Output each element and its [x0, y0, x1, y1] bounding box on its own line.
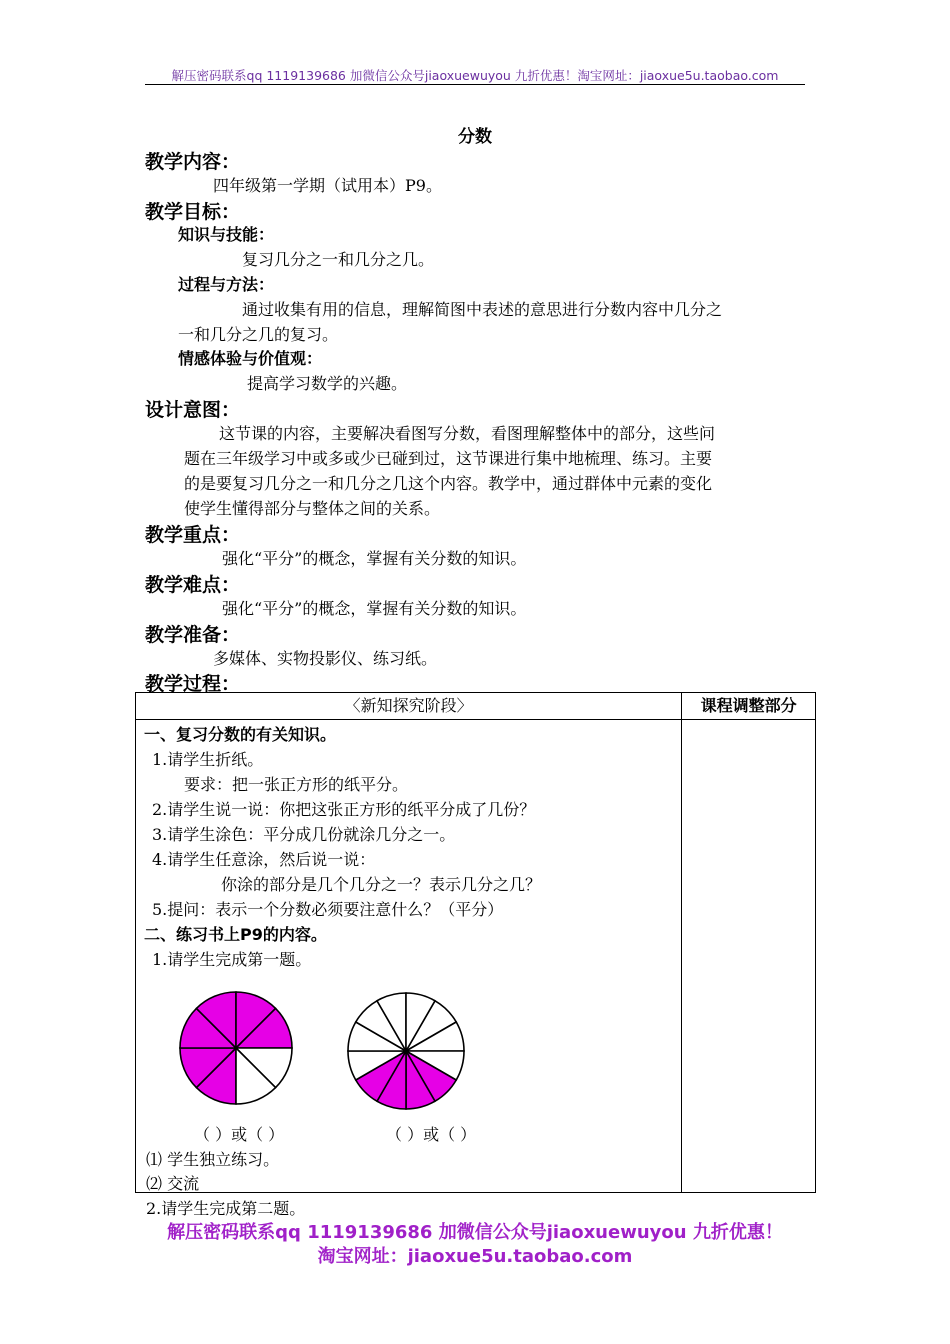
- heading-procedure: 教学过程：: [145, 673, 241, 695]
- list-item: 3.请学生涂色：平分成几份就涂几分之一。: [152, 825, 456, 844]
- heading-difficulty: 教学难点：: [145, 574, 241, 596]
- design-text-line4: 使学生懂得部分与整体之间的关系。: [184, 499, 441, 518]
- knowledge-text: 复习几分之一和几分之几。: [242, 250, 435, 269]
- list-item: 5.提问：表示一个分数必须要注意什么？（平分）: [152, 900, 504, 919]
- heading-emotion: 情感体验与价值观：: [178, 349, 323, 368]
- design-text-line2: 题在三年级学习中或多或少已碰到过，这节课进行集中地梳理、练习。主要: [184, 449, 713, 468]
- footer-line-1: 解压密码联系qq 1119139686 加微信公众号jiaoxuewuyou 九折优惠！: [167, 1222, 783, 1243]
- heading-design: 设计意图：: [145, 399, 241, 421]
- heading-goals: 教学目标：: [145, 201, 241, 223]
- fraction-circle-twelfths: [343, 988, 469, 1114]
- list-item: 你涂的部分是几个几分之一？表示几分之几？: [221, 875, 542, 894]
- answer-blank-1: （ ）或（ ）: [194, 1125, 285, 1144]
- key-points-text: 强化“平分”的概念，掌握有关分数的知识。: [222, 549, 527, 568]
- section-exercise-heading: 二、练习书上P9的内容。: [144, 925, 327, 944]
- heading-key-points: 教学重点：: [145, 524, 241, 546]
- header-divider: [145, 84, 805, 85]
- content-text: 四年级第一学期（试用本）P9。: [213, 176, 442, 195]
- adjustments-cell: [682, 720, 816, 1193]
- procedure-table: [135, 692, 816, 1218]
- list-item: 2.请学生说一说：你把这张正方形的纸平分成了几份？: [152, 800, 536, 819]
- page-header-text: 解压密码联系qq 1119139686 加微信公众号jiaoxuewuyou 九折优惠！淘宝网址：jiaoxue5u.taobao.com: [171, 68, 779, 83]
- preparation-text: 多媒体、实物投影仪、练习纸。: [213, 649, 438, 668]
- footer-line-2: 淘宝网址：jiaoxue5u.taobao.com: [317, 1246, 633, 1267]
- heading-content: 教学内容：: [145, 151, 241, 173]
- heading-process: 过程与方法：: [178, 275, 275, 294]
- section-review-heading: 一、复习分数的有关知识。: [144, 725, 337, 744]
- process-text-line1: 通过收集有用的信息，理解简图中表述的意思进行分数内容中几分之: [242, 300, 723, 319]
- procedure-cell: [136, 720, 682, 1218]
- process-text-line2: 一和几分之几的复习。: [178, 325, 339, 344]
- document-title: 分数: [458, 127, 492, 147]
- list-item: 1.请学生折纸。: [152, 750, 264, 769]
- difficulty-text: 强化“平分”的概念，掌握有关分数的知识。: [222, 599, 527, 618]
- list-item: 2.请学生完成第二题。: [146, 1199, 306, 1218]
- heading-knowledge: 知识与技能：: [178, 225, 275, 244]
- answer-blank-2: （ ）或（ ）: [386, 1125, 477, 1144]
- heading-preparation: 教学准备：: [145, 624, 241, 646]
- list-item: ⑴ 学生独立练习。: [146, 1150, 280, 1169]
- emotion-text: 提高学习数学的兴趣。: [247, 374, 408, 393]
- list-item: 1.请学生完成第一题。: [152, 950, 312, 969]
- fraction-circle-eighths: [176, 988, 296, 1108]
- list-item: 要求：把一张正方形的纸平分。: [184, 775, 409, 794]
- column-header-new-knowledge: 〈新知探究阶段〉: [136, 693, 682, 720]
- list-item: ⑵ 交流: [146, 1174, 200, 1193]
- column-header-adjustments: 课程调整部分: [682, 693, 816, 720]
- design-text-line1: 这节课的内容，主要解决看图写分数，看图理解整体中的部分，这些问: [219, 424, 716, 443]
- design-text-line3: 的是要复习几分之一和几分之几这个内容。教学中，通过群体中元素的变化: [184, 474, 713, 493]
- list-item: 4.请学生任意涂，然后说一说：: [152, 850, 376, 869]
